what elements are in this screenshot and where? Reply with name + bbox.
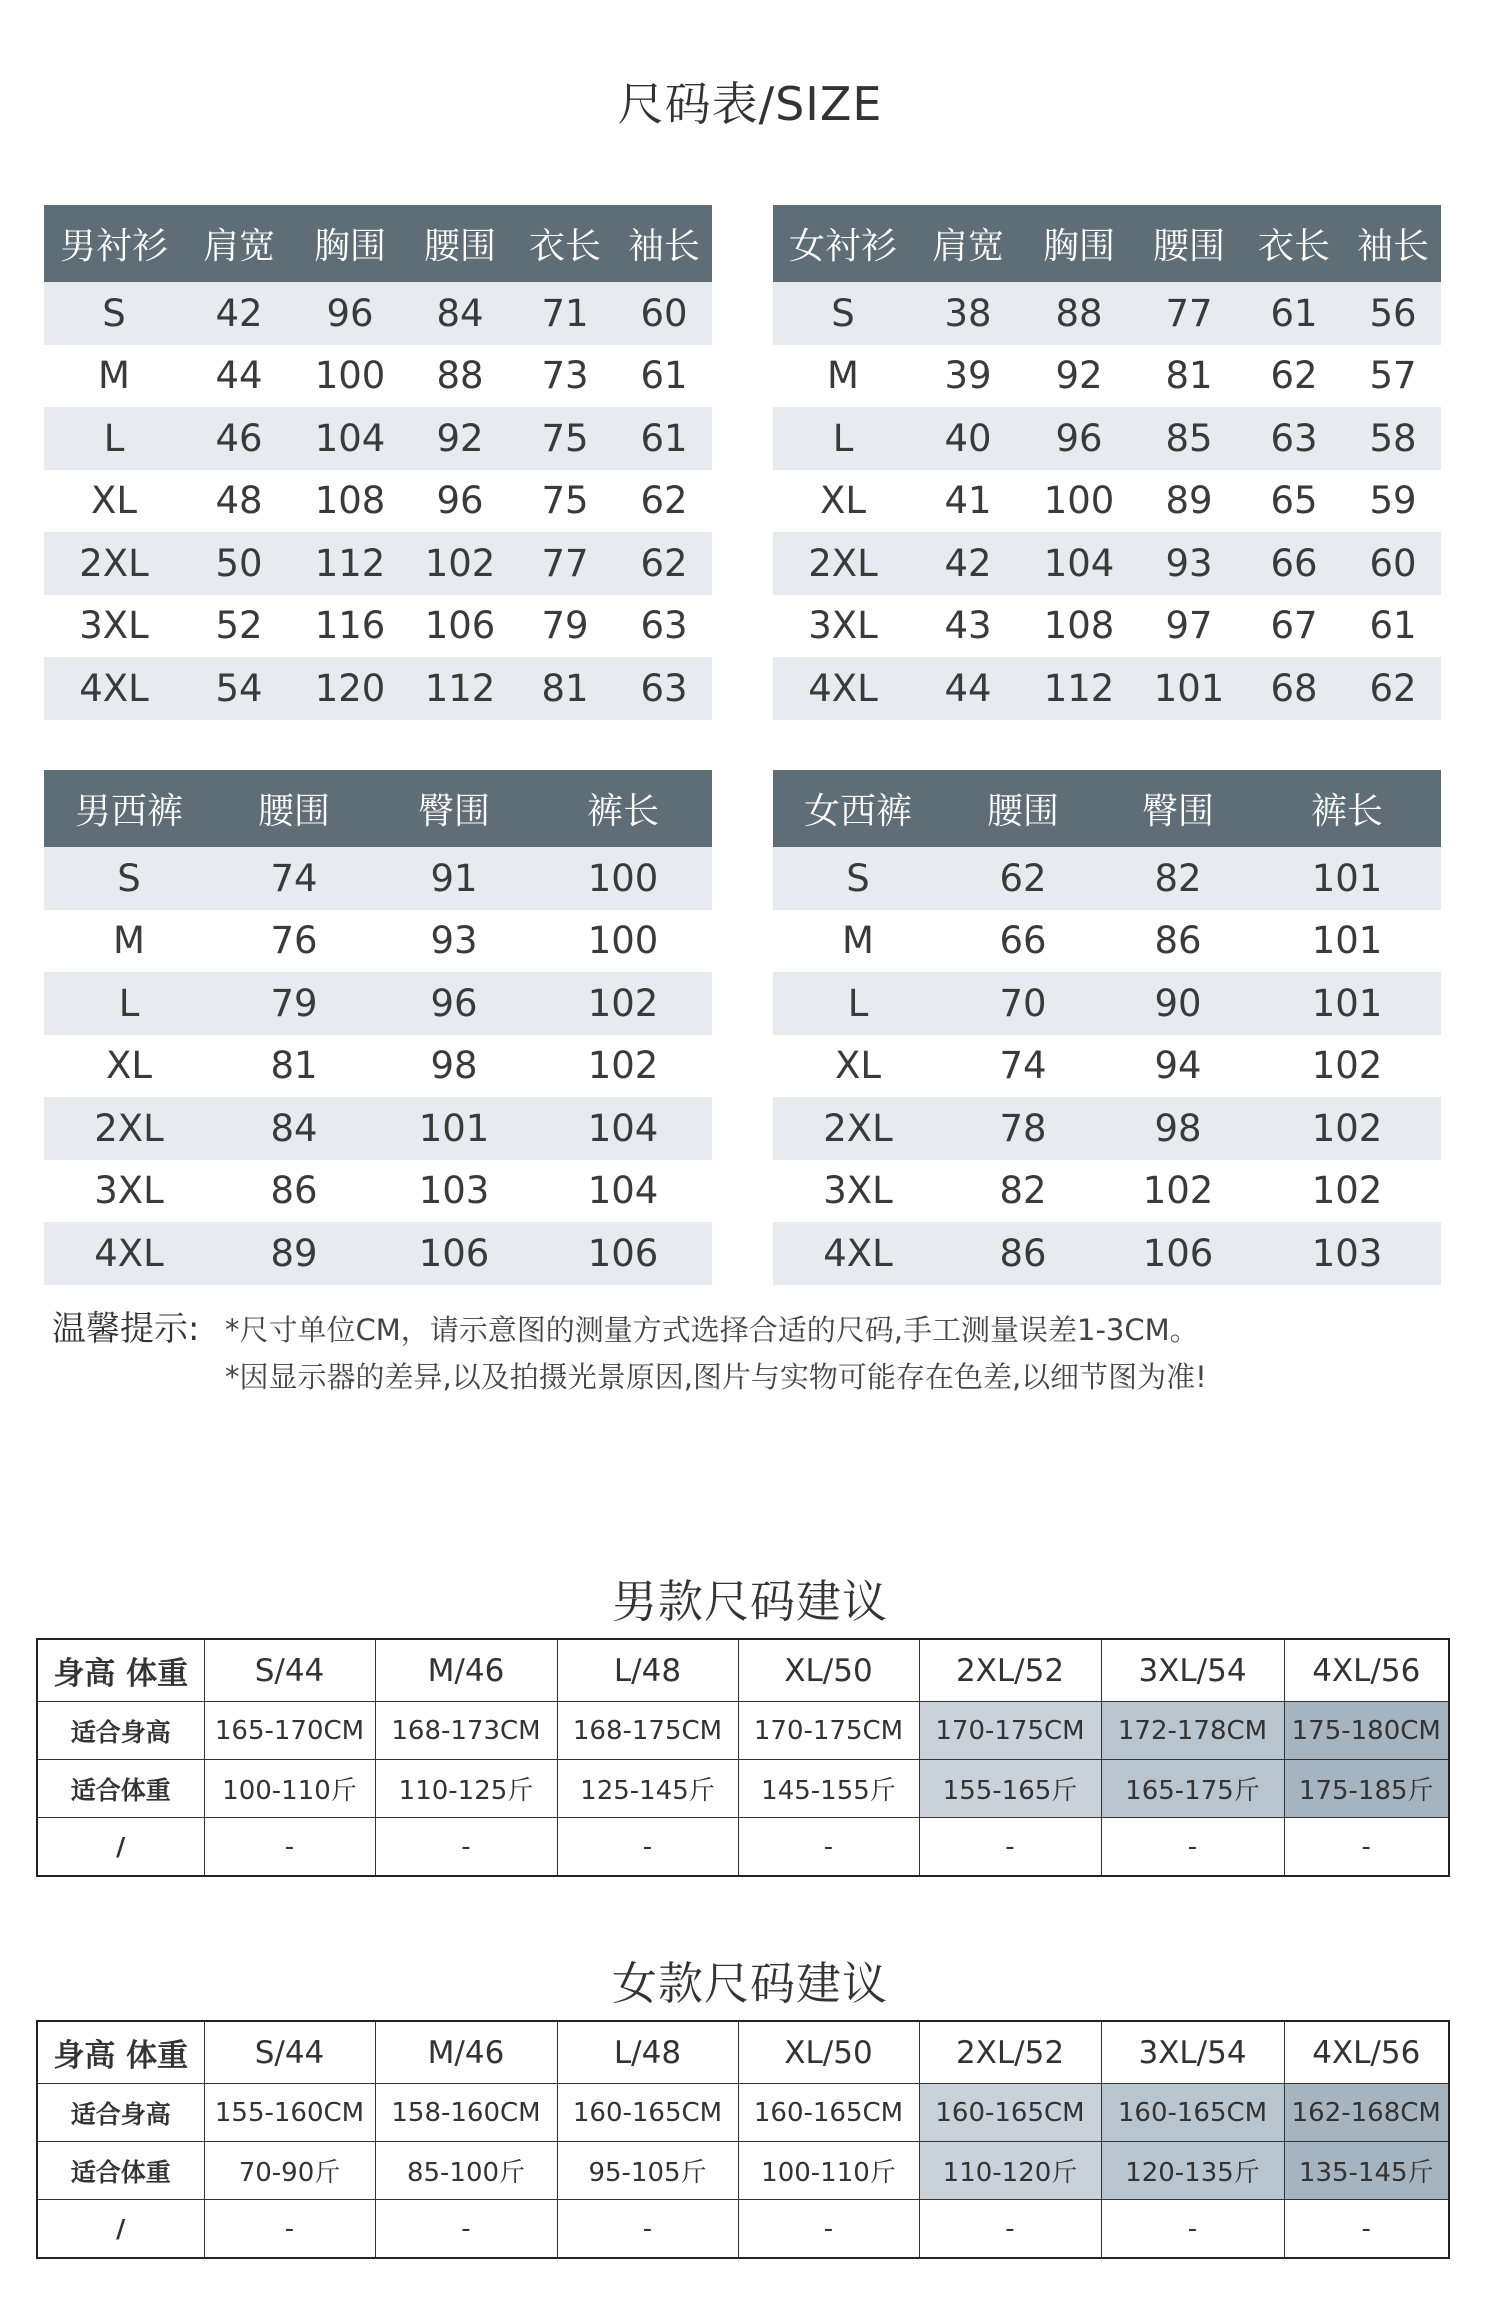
cell: 3XL/54 <box>1101 1639 1284 1702</box>
cell: 86 <box>214 1160 374 1223</box>
table-row <box>773 972 1441 1035</box>
table-row <box>773 532 1441 595</box>
cell: 86 <box>943 1222 1103 1285</box>
header-cell: 衣长 <box>1243 205 1345 282</box>
cell: 78 <box>943 1097 1103 1160</box>
cell: XL <box>44 470 184 533</box>
cell: 103 <box>374 1160 534 1223</box>
cell: 112 <box>1023 657 1135 720</box>
table-row <box>773 1097 1441 1160</box>
cell: 106 <box>534 1222 712 1285</box>
cell: 60 <box>616 282 712 345</box>
cell: 102 <box>534 1035 712 1098</box>
tips-label: 温馨提示: <box>52 1309 200 1349</box>
tips <box>52 1305 1207 1401</box>
cell: 160-165CM <box>738 2084 919 2142</box>
table-row <box>773 1222 1441 1285</box>
header-cell: 衣长 <box>514 205 616 282</box>
cell: S <box>773 847 943 910</box>
cell: 61 <box>1243 282 1345 345</box>
cell: 73 <box>514 345 616 408</box>
header-cell: 裤长 <box>534 770 712 847</box>
cell: 160-165CM <box>919 2084 1101 2142</box>
cell: 100-110斤 <box>738 2142 919 2200</box>
cell: - <box>1284 2200 1449 2259</box>
cell: - <box>557 1818 738 1877</box>
cell: 2XL <box>773 1097 943 1160</box>
cell: 168-173CM <box>375 1702 557 1760</box>
cell: 102 <box>1253 1035 1441 1098</box>
cell: 54 <box>184 657 294 720</box>
table-row <box>773 595 1441 658</box>
cell: 104 <box>294 407 406 470</box>
cell: 42 <box>913 532 1023 595</box>
table-row <box>773 1035 1441 1098</box>
mens-advice-table <box>36 1638 1450 1877</box>
cell: M/46 <box>375 2021 557 2084</box>
cell: 2XL <box>44 532 184 595</box>
cell: 适合身高 <box>37 2084 204 2142</box>
cell: 77 <box>1135 282 1243 345</box>
cell: 94 <box>1103 1035 1253 1098</box>
cell: L <box>773 972 943 1035</box>
cell: 38 <box>913 282 1023 345</box>
cell: 4XL/56 <box>1284 1639 1449 1702</box>
cell: 65 <box>1243 470 1345 533</box>
cell: S/44 <box>204 1639 375 1702</box>
cell: 41 <box>913 470 1023 533</box>
header-cell: 女衬衫 <box>773 205 913 282</box>
cell: XL/50 <box>738 1639 919 1702</box>
cell: 93 <box>1135 532 1243 595</box>
cell: 100-110斤 <box>204 1760 375 1818</box>
cell: 170-175CM <box>738 1702 919 1760</box>
cell: 108 <box>1023 595 1135 658</box>
header-cell: 胸围 <box>294 205 406 282</box>
table-row <box>44 910 712 973</box>
cell: XL <box>773 470 913 533</box>
cell: 85 <box>1135 407 1243 470</box>
header-cell: 肩宽 <box>184 205 294 282</box>
cell: L <box>44 407 184 470</box>
cell: 适合身高 <box>37 1702 204 1760</box>
header-cell: 腰围 <box>943 770 1103 847</box>
cell: 81 <box>1135 345 1243 408</box>
cell: 88 <box>1023 282 1135 345</box>
cell: 90 <box>1103 972 1253 1035</box>
cell: 100 <box>534 847 712 910</box>
cell: 103 <box>1253 1222 1441 1285</box>
cell: M <box>44 345 184 408</box>
cell: 63 <box>616 595 712 658</box>
cell: 44 <box>184 345 294 408</box>
cell: 120 <box>294 657 406 720</box>
cell: - <box>375 1818 557 1877</box>
cell: 172-178CM <box>1101 1702 1284 1760</box>
cell: 2XL/52 <box>919 2021 1101 2084</box>
cell: 适合体重 <box>37 2142 204 2200</box>
cell: 60 <box>1345 532 1441 595</box>
cell: 62 <box>616 532 712 595</box>
table-row <box>37 2021 1449 2084</box>
cell: XL <box>773 1035 943 1098</box>
cell: 170-175CM <box>919 1702 1101 1760</box>
cell: 56 <box>1345 282 1441 345</box>
cell: 110-125斤 <box>375 1760 557 1818</box>
cell: S/44 <box>204 2021 375 2084</box>
header-cell: 腰围 <box>1135 205 1243 282</box>
cell: S <box>44 282 184 345</box>
tips-line-1: *尺寸单位CM，请示意图的测量方式选择合适的尺码,手工测量误差1-3CM。 <box>225 1313 1199 1347</box>
table-row <box>44 1035 712 1098</box>
header-cell: 胸围 <box>1023 205 1135 282</box>
cell: - <box>919 2200 1101 2259</box>
cell: - <box>1284 1818 1449 1877</box>
cell: 63 <box>1243 407 1345 470</box>
cell: 81 <box>214 1035 374 1098</box>
cell: 98 <box>1103 1097 1253 1160</box>
cell: 74 <box>214 847 374 910</box>
mens-advice-title: 男款尺码建议 <box>611 1575 888 1628</box>
cell: / <box>37 2200 204 2259</box>
cell: 88 <box>406 345 514 408</box>
cell: 68 <box>1243 657 1345 720</box>
cell: 106 <box>1103 1222 1253 1285</box>
table-row <box>37 2142 1449 2200</box>
table-row <box>773 470 1441 533</box>
table-row <box>44 1222 712 1285</box>
cell: 39 <box>913 345 1023 408</box>
cell: 175-185斤 <box>1284 1760 1449 1818</box>
cell: 61 <box>1345 595 1441 658</box>
table-row <box>44 595 712 658</box>
cell: 96 <box>294 282 406 345</box>
mens-shirt-table <box>44 205 712 720</box>
cell: 77 <box>514 532 616 595</box>
cell: 106 <box>374 1222 534 1285</box>
cell: 62 <box>1345 657 1441 720</box>
cell: 96 <box>1023 407 1135 470</box>
cell: S <box>44 847 214 910</box>
page-title: 尺码表/SIZE <box>617 77 883 131</box>
cell: 3XL <box>773 595 913 658</box>
table-row <box>773 657 1441 720</box>
cell: 61 <box>616 407 712 470</box>
cell: 42 <box>184 282 294 345</box>
cell: 104 <box>534 1097 712 1160</box>
cell: 101 <box>1253 847 1441 910</box>
cell: 168-175CM <box>557 1702 738 1760</box>
cell: 75 <box>514 470 616 533</box>
cell: 97 <box>1135 595 1243 658</box>
cell: 50 <box>184 532 294 595</box>
cell: - <box>1101 2200 1284 2259</box>
cell: 162-168CM <box>1284 2084 1449 2142</box>
cell: 135-145斤 <box>1284 2142 1449 2200</box>
table-header-row <box>773 205 1441 282</box>
cell: 102 <box>1253 1160 1441 1223</box>
cell: 62 <box>1243 345 1345 408</box>
table-row <box>37 2200 1449 2259</box>
cell: L/48 <box>557 1639 738 1702</box>
cell: 4XL <box>773 1222 943 1285</box>
cell: 175-180CM <box>1284 1702 1449 1760</box>
cell: - <box>557 2200 738 2259</box>
cell: 101 <box>1253 972 1441 1035</box>
cell: 3XL <box>773 1160 943 1223</box>
cell: 43 <box>913 595 1023 658</box>
header-cell: 腰围 <box>214 770 374 847</box>
table-row <box>44 407 712 470</box>
cell: M/46 <box>375 1639 557 1702</box>
cell: 102 <box>1103 1160 1253 1223</box>
header-cell: 腰围 <box>406 205 514 282</box>
cell: 61 <box>616 345 712 408</box>
cell: 79 <box>514 595 616 658</box>
header-cell: 袖长 <box>1345 205 1441 282</box>
table-row <box>44 972 712 1035</box>
table-row <box>773 282 1441 345</box>
cell: L/48 <box>557 2021 738 2084</box>
womens-trousers-table <box>773 770 1441 1285</box>
table-row <box>44 532 712 595</box>
cell: 59 <box>1345 470 1441 533</box>
cell: 145-155斤 <box>738 1760 919 1818</box>
cell: 165-170CM <box>204 1702 375 1760</box>
cell: 89 <box>1135 470 1243 533</box>
table-row <box>37 1818 1449 1877</box>
cell: 100 <box>294 345 406 408</box>
cell: 120-135斤 <box>1101 2142 1284 2200</box>
cell: 4XL <box>44 657 184 720</box>
cell: 96 <box>374 972 534 1035</box>
cell: 82 <box>943 1160 1103 1223</box>
table-row <box>44 847 712 910</box>
header-cell: 裤长 <box>1253 770 1441 847</box>
table-row <box>37 1760 1449 1818</box>
table-row <box>37 1639 1449 1702</box>
cell: 82 <box>1103 847 1253 910</box>
cell: 101 <box>1253 910 1441 973</box>
cell: 52 <box>184 595 294 658</box>
table-row <box>773 407 1441 470</box>
table-header-row <box>44 770 712 847</box>
cell: 4XL <box>44 1222 214 1285</box>
cell: 92 <box>406 407 514 470</box>
cell: 98 <box>374 1035 534 1098</box>
cell: 76 <box>214 910 374 973</box>
cell: 63 <box>616 657 712 720</box>
table-row <box>37 2084 1449 2142</box>
cell: - <box>204 1818 375 1877</box>
cell: 108 <box>294 470 406 533</box>
cell: 适合体重 <box>37 1760 204 1818</box>
tips-line-2: *因显示器的差异,以及拍摄光景原因,图片与实物可能存在色差,以细节图为准! <box>225 1360 1207 1394</box>
table-row <box>773 1160 1441 1223</box>
cell: - <box>1101 1818 1284 1877</box>
cell: 116 <box>294 595 406 658</box>
cell: 104 <box>1023 532 1135 595</box>
cell: - <box>204 2200 375 2259</box>
cell: 66 <box>943 910 1103 973</box>
cell: 58 <box>1345 407 1441 470</box>
cell: 62 <box>943 847 1103 910</box>
cell: 62 <box>616 470 712 533</box>
cell: 93 <box>374 910 534 973</box>
header-cell: 臀围 <box>374 770 534 847</box>
cell: 96 <box>406 470 514 533</box>
cell: 46 <box>184 407 294 470</box>
table-row <box>44 470 712 533</box>
cell: 160-165CM <box>1101 2084 1284 2142</box>
cell: 110-120斤 <box>919 2142 1101 2200</box>
cell: 158-160CM <box>375 2084 557 2142</box>
cell: 71 <box>514 282 616 345</box>
cell: 100 <box>534 910 712 973</box>
table-row <box>773 345 1441 408</box>
cell: 4XL/56 <box>1284 2021 1449 2084</box>
womens-advice-title: 女款尺码建议 <box>611 1957 888 2010</box>
cell: / <box>37 1818 204 1877</box>
cell: 160-165CM <box>557 2084 738 2142</box>
table-row <box>773 847 1441 910</box>
table-header-row <box>44 205 712 282</box>
cell: 2XL <box>44 1097 214 1160</box>
cell: L <box>773 407 913 470</box>
cell: 67 <box>1243 595 1345 658</box>
cell: 57 <box>1345 345 1441 408</box>
cell: 66 <box>1243 532 1345 595</box>
womens-advice-table <box>36 2020 1450 2259</box>
header-cell: 男西裤 <box>44 770 214 847</box>
cell: 70 <box>943 972 1103 1035</box>
cell: M <box>773 910 943 973</box>
table-row <box>773 910 1441 973</box>
header-cell: 臀围 <box>1103 770 1253 847</box>
cell: XL/50 <box>738 2021 919 2084</box>
cell: 3XL/54 <box>1101 2021 1284 2084</box>
cell: 155-160CM <box>204 2084 375 2142</box>
cell: 165-175斤 <box>1101 1760 1284 1818</box>
cell: 44 <box>913 657 1023 720</box>
cell: S <box>773 282 913 345</box>
cell: 2XL/52 <box>919 1639 1101 1702</box>
cell: 81 <box>514 657 616 720</box>
cell: M <box>773 345 913 408</box>
header-cell: 袖长 <box>616 205 712 282</box>
cell: 102 <box>1253 1097 1441 1160</box>
cell: 102 <box>534 972 712 1035</box>
cell: 84 <box>406 282 514 345</box>
cell: 106 <box>406 595 514 658</box>
cell: 2XL <box>773 532 913 595</box>
cell: XL <box>44 1035 214 1098</box>
header-cell: 女西裤 <box>773 770 943 847</box>
header-cell: 男衬衫 <box>44 205 184 282</box>
cell: 112 <box>294 532 406 595</box>
header-cell: 肩宽 <box>913 205 1023 282</box>
table-header-row <box>773 770 1441 847</box>
table-row <box>44 1160 712 1223</box>
cell: 100 <box>1023 470 1135 533</box>
mens-trousers-table <box>44 770 712 1285</box>
cell: 4XL <box>773 657 913 720</box>
table-row <box>37 1702 1449 1760</box>
cell: 身高 体重 <box>37 2021 204 2084</box>
cell: 95-105斤 <box>557 2142 738 2200</box>
cell: 155-165斤 <box>919 1760 1101 1818</box>
cell: - <box>375 2200 557 2259</box>
cell: 74 <box>943 1035 1103 1098</box>
cell: 84 <box>214 1097 374 1160</box>
cell: L <box>44 972 214 1035</box>
cell: - <box>738 1818 919 1877</box>
cell: 3XL <box>44 595 184 658</box>
cell: 79 <box>214 972 374 1035</box>
cell: 75 <box>514 407 616 470</box>
cell: 48 <box>184 470 294 533</box>
table-row <box>44 657 712 720</box>
cell: 112 <box>406 657 514 720</box>
cell: 102 <box>406 532 514 595</box>
cell: 101 <box>374 1097 534 1160</box>
cell: 40 <box>913 407 1023 470</box>
womens-shirt-table <box>773 205 1441 720</box>
cell: 70-90斤 <box>204 2142 375 2200</box>
cell: 89 <box>214 1222 374 1285</box>
table-row <box>44 282 712 345</box>
cell: 125-145斤 <box>557 1760 738 1818</box>
cell: 101 <box>1135 657 1243 720</box>
cell: 104 <box>534 1160 712 1223</box>
cell: 85-100斤 <box>375 2142 557 2200</box>
table-row <box>44 345 712 408</box>
cell: - <box>738 2200 919 2259</box>
cell: 身高 体重 <box>37 1639 204 1702</box>
table-row <box>44 1097 712 1160</box>
cell: 86 <box>1103 910 1253 973</box>
cell: 91 <box>374 847 534 910</box>
cell: 3XL <box>44 1160 214 1223</box>
cell: - <box>919 1818 1101 1877</box>
cell: 92 <box>1023 345 1135 408</box>
cell: M <box>44 910 214 973</box>
